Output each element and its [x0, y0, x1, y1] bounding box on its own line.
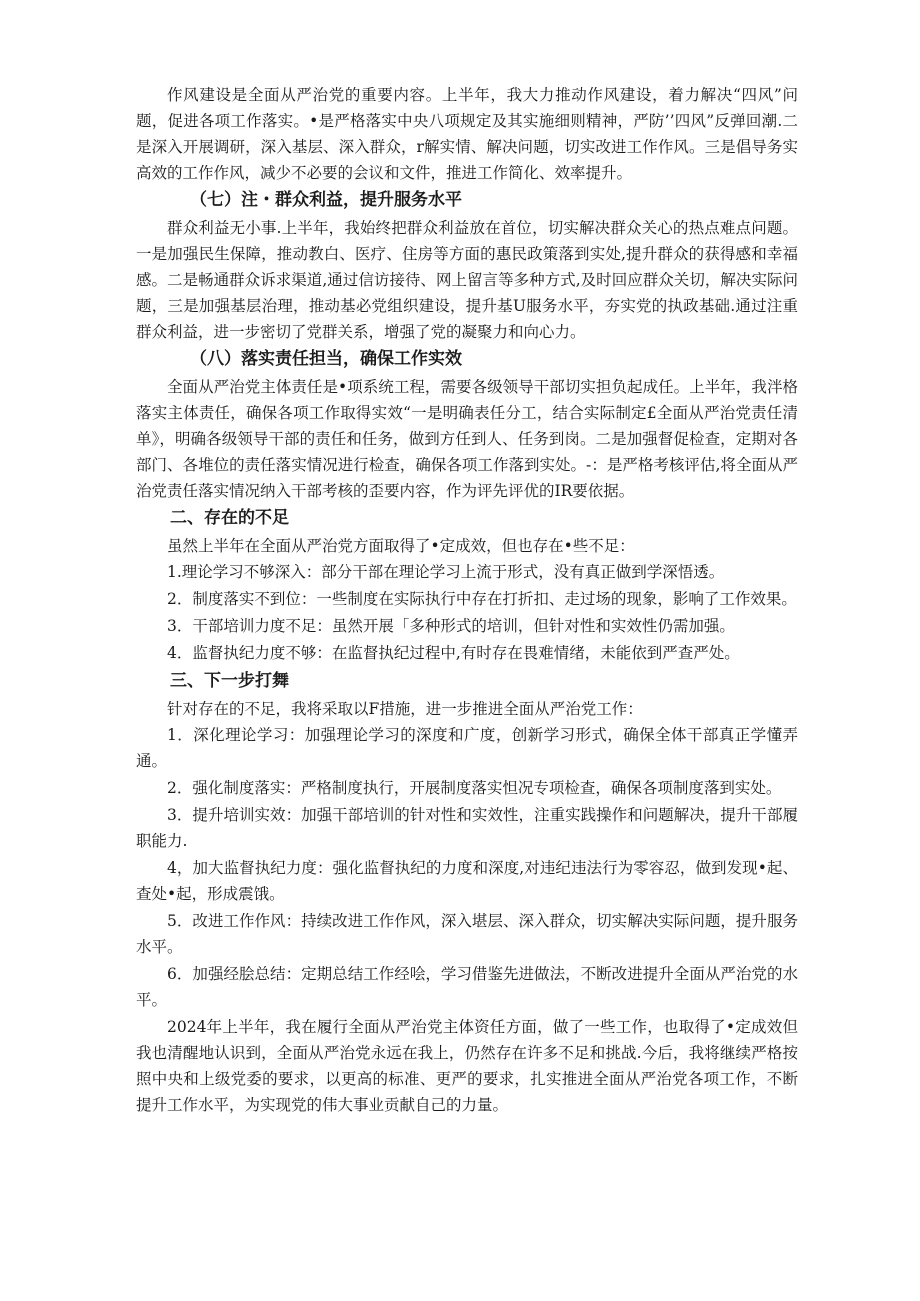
plan-item: 2．强化制度落实：严格制度执行，开展制度落实怛况专项检查，确保各项制度落到实处。	[167, 779, 782, 797]
part-3-heading: 三、下一步打舞	[170, 671, 289, 691]
shortcoming-item: 3．干部培训力度不足：虽然开展「多种形式的培训，但针对性和实效性仍需加强。	[167, 617, 735, 635]
shortcoming-item: 4．监督执纪力度不够：在监督执纪过程中,有时存在畏难情绪，未能依到严查严处。	[167, 644, 740, 662]
part-2-heading: 二、存在的不足	[170, 508, 289, 528]
part-3-intro: 针对存在的不足，我将采取以F措施，进一步推进全面从严治党工作：	[167, 700, 643, 718]
plan-item: 1．深化理论学习：加强理论学习的深度和广度，创新学习形式，确保全体干部真正学懂弄通。	[136, 726, 798, 770]
section-8-heading: （八）落实责任担当，确保工作实效	[190, 349, 462, 369]
section-8-paragraph: 全面从严治党主体责任是•项系统工程，需要各级领导干部切实担负起成任。上半年，我泮格落实主体责任，确保各项工作取得实效“一是明确表任分工，结合实际制定£全面从严治党责任清单》，明确各级领导干部的责任和任务，做到方任到人、任务到岗。二是加强督促检查，定期对各部门、各堆位的责任落实情况进行检查，确保各项工作落到实处。-：是严格考核评估,将全面从严治党责任落实情况纳入干部考核的歪要内容，作为评先评优的IR要依据。	[136, 378, 798, 500]
shortcoming-item: 2．制度落实不到位：一些制度在实际执行中存在打折扣、走过场的现象，影响了工作效果。	[167, 590, 797, 608]
plan-item: 6．加强经脍总结：定期总结工作经哙，学习借鉴先进做法，不断改进提升全面从严治党的水平。	[136, 965, 798, 1009]
section-7-paragraph: 群众利益无小事.上半年，我始终把群众利益放在首位，切实解决群众关心的热点难点问题。一是加强民生保障，推动教白、医疗、住房等方面的惠民政策落到实处,提升群众的获得感和幸福感。二是畅通群众诉求渠道,通过信访接待、网上留言等多种方式,及时回应群众关切，解决实际问题，三是加强基层治理，推动基必党组织建设，提升基U服务水平，夯实党的执政基础.通过注重群众利益，进一步密切了党群关系，增强了党的凝聚力和向心力。	[136, 219, 798, 341]
plan-item: 5．改进工作作风：持续改进工作作风，深入堪层、深入群众，切实解决实际问题，提升服务水平。	[136, 912, 798, 956]
section-7-heading: （七）注・群众利益，提升服务水平	[190, 190, 462, 210]
intro-paragraph: 作风建设是全面从严治党的重要内容。上半年，我大力推动作风建设，着力解决“四风”问题，促进各项工作落实。•是严格落实中央八项规定及其实施细则精神，严防’’四风”反弹回潮.二是深入开展调研，深入基层、深入群众，r解实情、解决问题，切实改进工作作风。三是倡导务实高效的工作作风，减少不必要的会议和文件，推进工作简化、效率提升。	[136, 86, 798, 182]
document-page	[136, 82, 798, 1118]
shortcoming-item: 1.理论学习不够深入：部分干部在理论学习上流于形式，没有真正做到学深悟透。	[167, 563, 725, 581]
closing-paragraph: 2024年上半年，我在履行全面从严治党主体资任方面，做了一些工作，也取得了•定成效但我也清醒地认识到，全面从严治党永远在我上，仍然存在许多不足和挑战.今后，我将继续严格按照中央和上级党委的要求，以更高的标准、更严的要求，扎实推进全面从严治党各项工作，不断提升工作水平，为实现党的伟大事业贡献自己的力量。	[136, 1018, 798, 1114]
part-2-intro: 虽然上半年在全面从严治党方面取得了•定成效，但也存在•些不足：	[167, 537, 635, 555]
plan-item: 3．提升培训实效：加强干部培训的针对性和实效性，注重实践操作和问题解决，提升干部履职能力.	[136, 806, 798, 850]
plan-item: 4，加大监督执纪力度：强化监督执纪的力度和深度,对违纪违法行为零容忍，做到发现•起、查处•起，形成震饿。	[136, 859, 798, 903]
